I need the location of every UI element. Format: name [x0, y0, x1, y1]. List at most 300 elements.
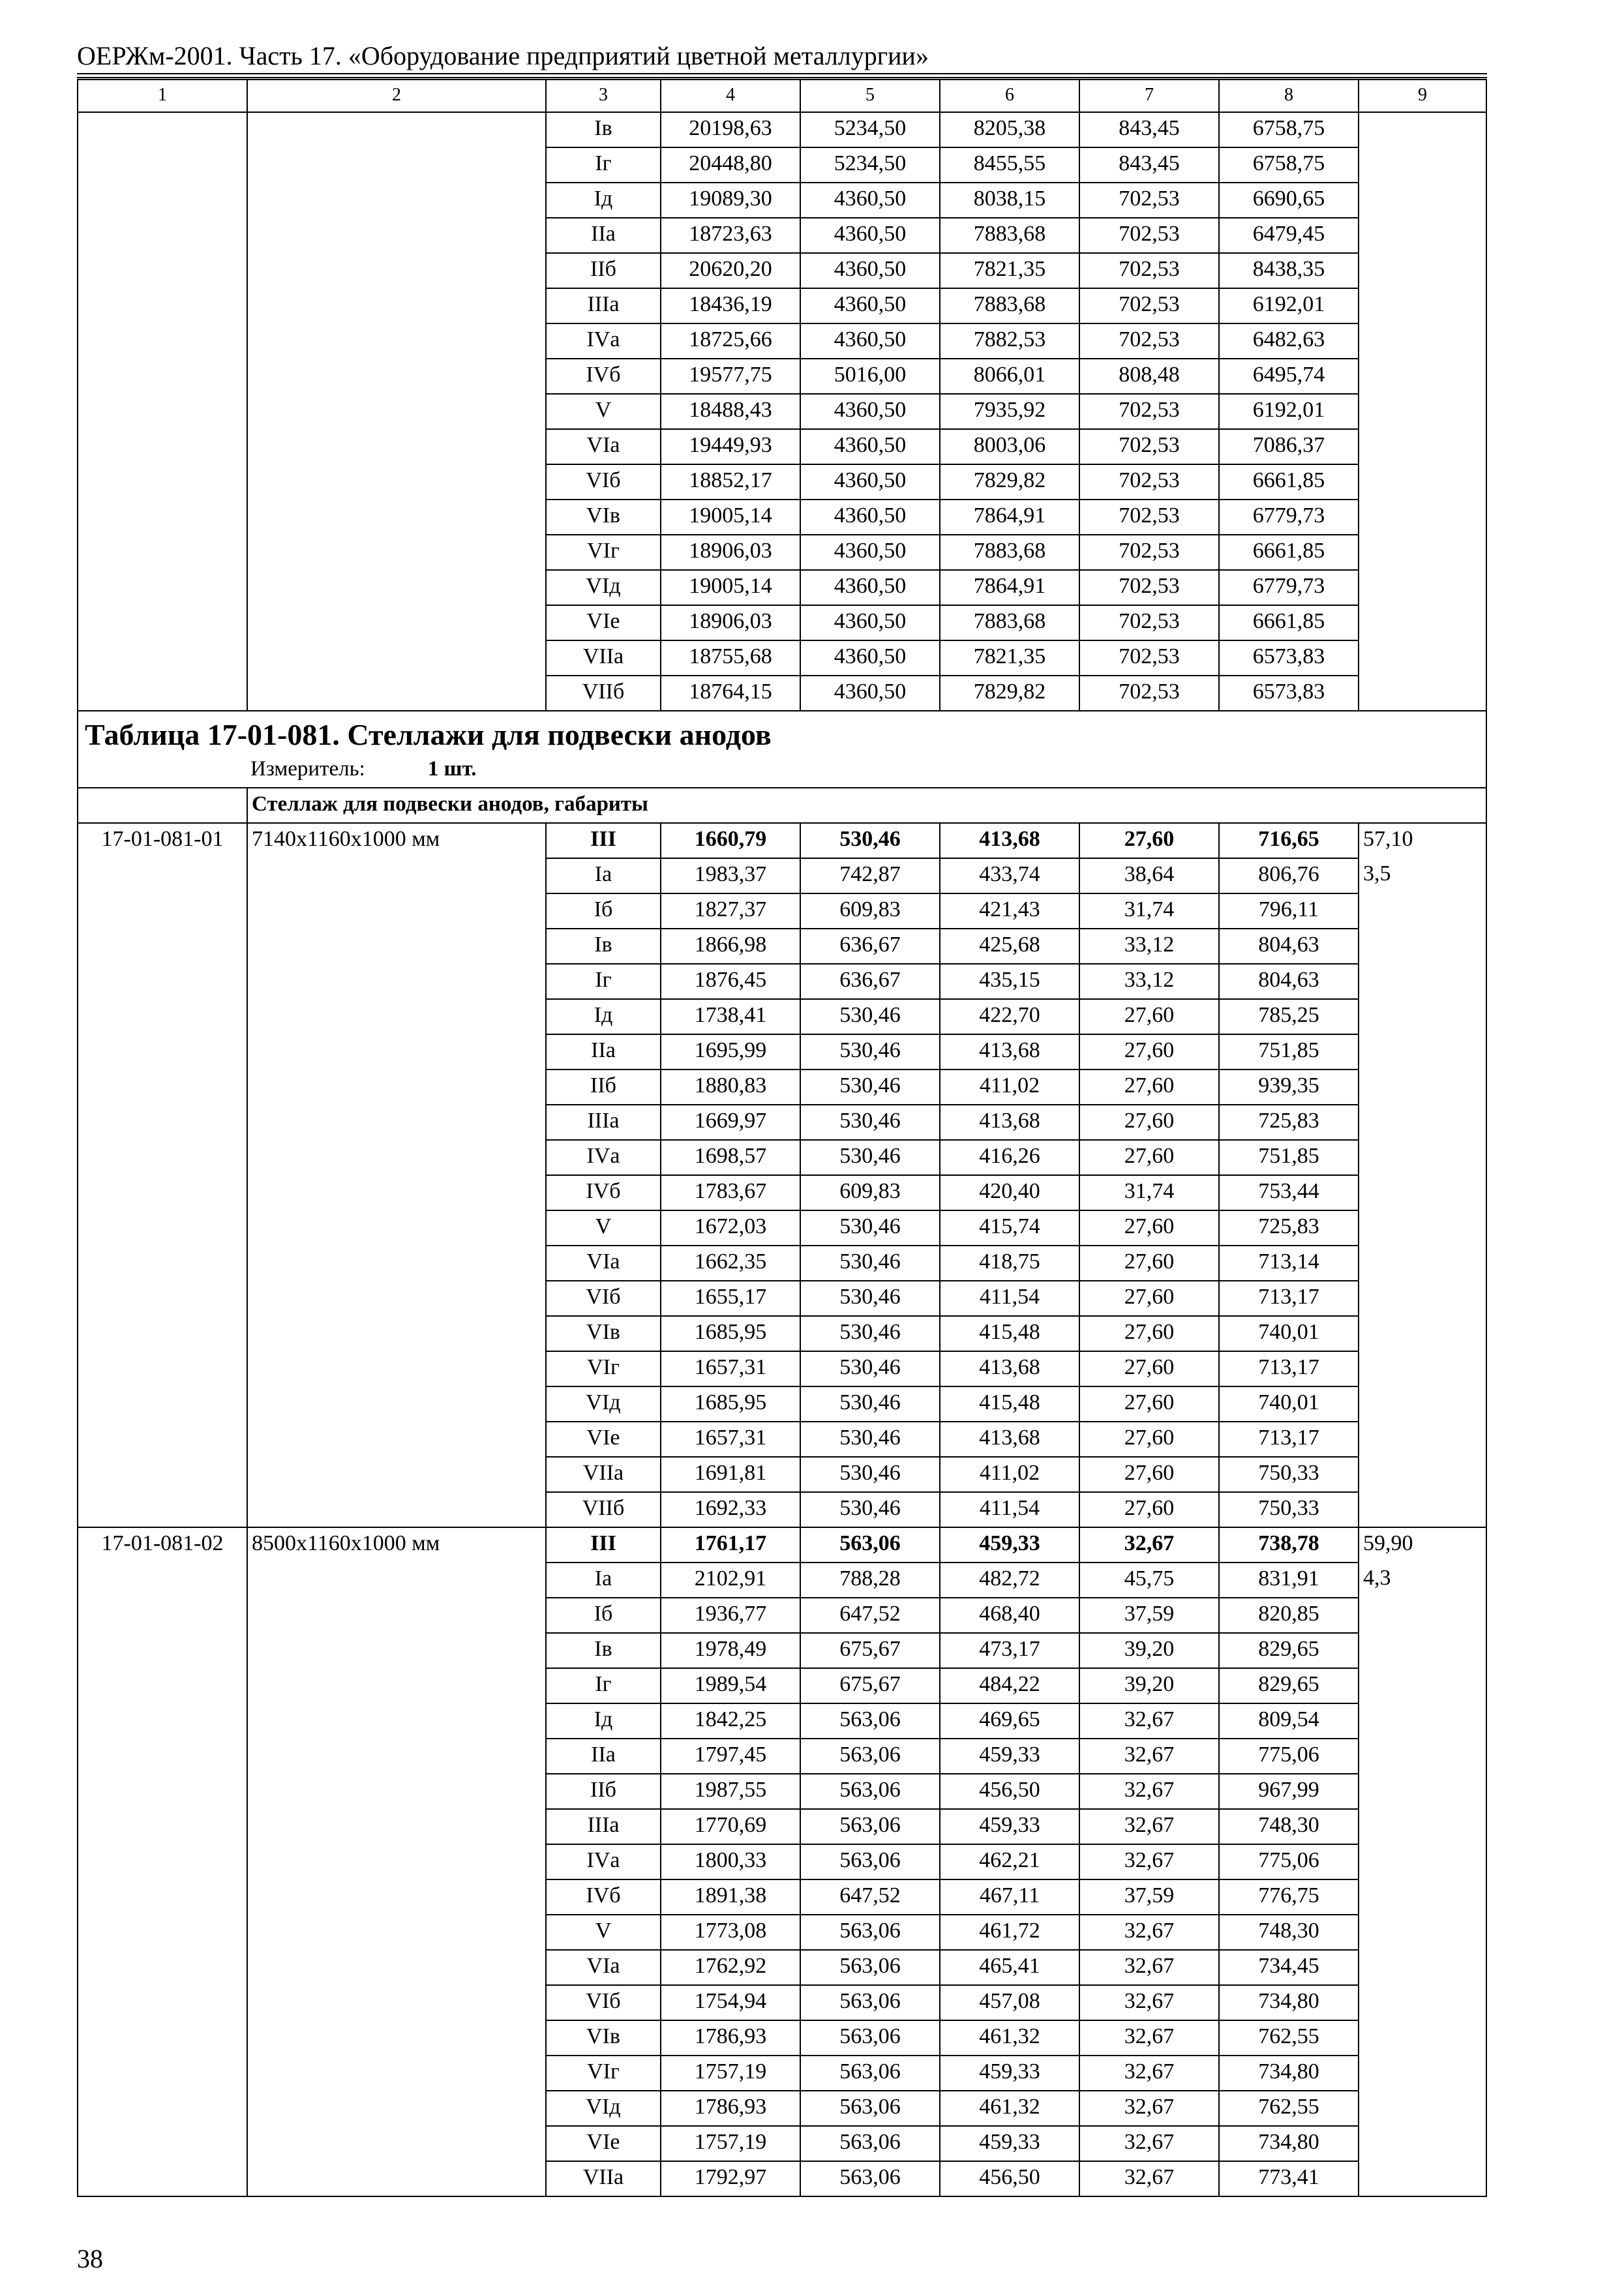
extra-cell [1359, 1703, 1486, 1739]
value-cell: 27,60 [1079, 1386, 1219, 1422]
value-cell: 530,46 [800, 1351, 940, 1386]
table-row [78, 929, 1486, 964]
value-cell: 530,46 [800, 1316, 940, 1351]
value-cell: 563,06 [800, 1950, 940, 1985]
extra-cell [1359, 1879, 1486, 1915]
extra-cell: 3,5 [1359, 858, 1486, 893]
extra-cell [1359, 640, 1486, 676]
item-code-cell [78, 1633, 247, 1668]
value-cell: 1761,17 [661, 1527, 800, 1563]
value-cell: 530,46 [800, 1246, 940, 1281]
table-row [78, 1915, 1486, 1950]
rates-table [77, 79, 1487, 2197]
value-cell: 702,53 [1079, 394, 1219, 429]
table-row [78, 2056, 1486, 2091]
item-code-cell [78, 323, 247, 359]
extra-cell [1359, 1598, 1486, 1633]
value-cell: 740,01 [1219, 1386, 1359, 1422]
zone-cell: VIг [546, 2056, 661, 2091]
extra-cell: 4,3 [1359, 1563, 1486, 1598]
table-row [78, 605, 1486, 640]
value-cell: 563,06 [800, 1703, 940, 1739]
value-cell: 775,06 [1219, 1844, 1359, 1879]
value-cell: 563,06 [800, 1985, 940, 2020]
value-cell: 462,21 [940, 1844, 1079, 1879]
item-name-cell [247, 112, 546, 147]
value-cell: 1989,54 [661, 1668, 800, 1703]
value-cell: 1983,37 [661, 858, 800, 893]
value-cell: 6690,65 [1219, 183, 1359, 218]
value-cell: 415,74 [940, 1210, 1079, 1246]
item-code-cell [78, 1598, 247, 1633]
zone-cell: VIе [546, 2126, 661, 2161]
item-code-cell [78, 1703, 247, 1739]
item-name-cell [247, 1351, 546, 1386]
extra-cell [1359, 112, 1486, 147]
item-name-cell [247, 1703, 546, 1739]
extra-cell [1359, 1633, 1486, 1668]
table-row [78, 147, 1486, 183]
value-cell: 461,32 [940, 2091, 1079, 2126]
extra-cell [1359, 605, 1486, 640]
value-cell: 563,06 [800, 1774, 940, 1809]
item-code-cell [78, 464, 247, 500]
zone-cell: VIIа [546, 640, 661, 676]
value-cell: 4360,50 [800, 323, 940, 359]
value-cell: 32,67 [1079, 1739, 1219, 1774]
extra-cell [1359, 1246, 1486, 1281]
value-cell: 563,06 [800, 1809, 940, 1844]
value-cell: 1754,94 [661, 1985, 800, 2020]
value-cell: 18906,03 [661, 605, 800, 640]
value-cell: 6479,45 [1219, 218, 1359, 253]
item-name: 7140х1160х1000 мм [247, 823, 546, 858]
value-cell: 416,26 [940, 1140, 1079, 1175]
item-name-cell [247, 1774, 546, 1809]
value-cell: 19005,14 [661, 500, 800, 535]
value-cell: 1770,69 [661, 1809, 800, 1844]
table-row [78, 1175, 1486, 1210]
value-cell: 804,63 [1219, 964, 1359, 999]
value-cell: 734,80 [1219, 1985, 1359, 2020]
zone-cell: IVб [546, 359, 661, 394]
item-code-cell [78, 1105, 247, 1140]
table-row [78, 1703, 1486, 1739]
zone-cell: Iг [546, 1668, 661, 1703]
value-cell: 482,72 [940, 1563, 1079, 1598]
zone-cell: III [546, 1527, 661, 1563]
column-number: 9 [1359, 80, 1486, 112]
value-cell: 4360,50 [800, 464, 940, 500]
extra-cell [1359, 964, 1486, 999]
value-cell: 609,83 [800, 893, 940, 929]
value-cell: 563,06 [800, 2126, 940, 2161]
value-cell: 1657,31 [661, 1351, 800, 1386]
value-cell: 1987,55 [661, 1774, 800, 1809]
zone-cell: IIа [546, 1034, 661, 1070]
value-cell: 1672,03 [661, 1210, 800, 1246]
value-cell: 713,14 [1219, 1246, 1359, 1281]
value-cell: 713,17 [1219, 1351, 1359, 1386]
zone-cell: Iг [546, 147, 661, 183]
item-code-cell [78, 1246, 247, 1281]
item-name-cell [247, 1281, 546, 1316]
value-cell: 39,20 [1079, 1668, 1219, 1703]
value-cell: 27,60 [1079, 1281, 1219, 1316]
table-row [78, 858, 1486, 893]
value-cell: 7883,68 [940, 605, 1079, 640]
value-cell: 32,67 [1079, 2161, 1219, 2196]
value-cell: 831,91 [1219, 1563, 1359, 1598]
extra-cell [1359, 1422, 1486, 1457]
column-number: 8 [1219, 80, 1359, 112]
zone-cell: VIб [546, 1281, 661, 1316]
section-header-row [78, 711, 1486, 788]
value-cell: 27,60 [1079, 1210, 1219, 1246]
value-cell: 32,67 [1079, 2056, 1219, 2091]
zone-cell: IVа [546, 1140, 661, 1175]
table-row [78, 1281, 1486, 1316]
value-cell: 530,46 [800, 1457, 940, 1492]
extra-cell [1359, 464, 1486, 500]
value-cell: 762,55 [1219, 2020, 1359, 2056]
extra-cell [1359, 893, 1486, 929]
item-code-cell [78, 1316, 247, 1351]
value-cell: 796,11 [1219, 893, 1359, 929]
value-cell: 27,60 [1079, 1070, 1219, 1105]
table-row [78, 1809, 1486, 1844]
value-cell: 422,70 [940, 999, 1079, 1034]
value-cell: 751,85 [1219, 1034, 1359, 1070]
value-cell: 31,74 [1079, 893, 1219, 929]
item-code-cell [78, 535, 247, 570]
item-code-cell [78, 1386, 247, 1422]
value-cell: 785,25 [1219, 999, 1359, 1034]
value-cell: 20198,63 [661, 112, 800, 147]
value-cell: 8038,15 [940, 183, 1079, 218]
item-name-cell [247, 147, 546, 183]
column-number: 4 [661, 80, 800, 112]
item-name-cell [247, 1246, 546, 1281]
value-cell: 20620,20 [661, 253, 800, 288]
zone-cell: IVа [546, 323, 661, 359]
value-cell: 27,60 [1079, 1422, 1219, 1457]
value-cell: 461,32 [940, 2020, 1079, 2056]
zone-cell: III [546, 823, 661, 858]
value-cell: 530,46 [800, 1140, 940, 1175]
item-name-cell [247, 893, 546, 929]
value-cell: 413,68 [940, 823, 1079, 858]
value-cell: 19577,75 [661, 359, 800, 394]
value-cell: 415,48 [940, 1316, 1079, 1351]
item-code-cell [78, 500, 247, 535]
extra-cell [1359, 676, 1486, 711]
extra-cell [1359, 1034, 1486, 1070]
value-cell: 1800,33 [661, 1844, 800, 1879]
value-cell: 530,46 [800, 999, 940, 1034]
value-cell: 725,83 [1219, 1210, 1359, 1246]
extra-cell [1359, 929, 1486, 964]
value-cell: 1936,77 [661, 1598, 800, 1633]
value-cell: 435,15 [940, 964, 1079, 999]
extra-cell [1359, 2056, 1486, 2091]
item-code-cell [78, 1915, 247, 1950]
value-cell: 5016,00 [800, 359, 940, 394]
extra-cell [1359, 288, 1486, 323]
value-cell: 4360,50 [800, 640, 940, 676]
value-cell: 829,65 [1219, 1668, 1359, 1703]
value-cell: 6573,83 [1219, 676, 1359, 711]
value-cell: 530,46 [800, 823, 940, 858]
item-name-cell [247, 1422, 546, 1457]
value-cell: 725,83 [1219, 1105, 1359, 1140]
extra-cell [1359, 1739, 1486, 1774]
value-cell: 609,83 [800, 1175, 940, 1210]
value-cell: 32,67 [1079, 1915, 1219, 1950]
zone-cell: IIIа [546, 1809, 661, 1844]
value-cell: 27,60 [1079, 1457, 1219, 1492]
value-cell: 418,75 [940, 1246, 1079, 1281]
value-cell: 713,17 [1219, 1281, 1359, 1316]
zone-cell: IIа [546, 218, 661, 253]
value-cell: 4360,50 [800, 183, 940, 218]
value-cell: 530,46 [800, 1386, 940, 1422]
value-cell: 7883,68 [940, 218, 1079, 253]
item-code-cell [78, 640, 247, 676]
value-cell: 1773,08 [661, 1915, 800, 1950]
value-cell: 773,41 [1219, 2161, 1359, 2196]
value-cell: 843,45 [1079, 147, 1219, 183]
value-cell: 530,46 [800, 1034, 940, 1070]
item-code-cell [78, 1422, 247, 1457]
value-cell: 762,55 [1219, 2091, 1359, 2126]
value-cell: 1762,92 [661, 1950, 800, 1985]
value-cell: 740,01 [1219, 1316, 1359, 1351]
value-cell: 6482,63 [1219, 323, 1359, 359]
section-title: Таблица 17-01-081. Стеллажи для подвески анодов [85, 718, 772, 751]
value-cell: 788,28 [800, 1563, 940, 1598]
table-row [78, 1034, 1486, 1070]
value-cell: 563,06 [800, 1915, 940, 1950]
value-cell: 32,67 [1079, 2020, 1219, 2056]
item-code-cell [78, 893, 247, 929]
value-cell: 702,53 [1079, 570, 1219, 605]
item-code-cell [78, 112, 247, 147]
table-row [78, 1422, 1486, 1457]
item-name-cell [247, 359, 546, 394]
zone-cell: IVб [546, 1879, 661, 1915]
item-code-cell [78, 2161, 247, 2196]
value-cell: 702,53 [1079, 253, 1219, 288]
item-name-cell [247, 288, 546, 323]
value-cell: 27,60 [1079, 999, 1219, 1034]
zone-cell: Iб [546, 893, 661, 929]
value-cell: 467,11 [940, 1879, 1079, 1915]
zone-cell: VIв [546, 1316, 661, 1351]
value-cell: 456,50 [940, 2161, 1079, 2196]
value-cell: 27,60 [1079, 1246, 1219, 1281]
extra-cell [1359, 183, 1486, 218]
table-row [78, 823, 1486, 858]
header-rule [77, 73, 1487, 74]
value-cell: 1698,57 [661, 1140, 800, 1175]
zone-cell: VIв [546, 500, 661, 535]
item-code-cell [78, 1210, 247, 1246]
extra-cell [1359, 1915, 1486, 1950]
value-cell: 19089,30 [661, 183, 800, 218]
item-code-cell [78, 1809, 247, 1844]
value-cell: 456,50 [940, 1774, 1079, 1809]
zone-cell: Iг [546, 964, 661, 999]
item-code-cell [78, 1844, 247, 1879]
item-code: 17-01-081-02 [78, 1527, 247, 1563]
extra-cell [1359, 1668, 1486, 1703]
value-cell: 433,74 [940, 858, 1079, 893]
subheading: Стеллаж для подвески анодов, габариты [247, 788, 1486, 823]
value-cell: 27,60 [1079, 823, 1219, 858]
item-code-cell [78, 929, 247, 964]
extra-cell [1359, 1175, 1486, 1210]
extra-cell [1359, 1140, 1486, 1175]
value-cell: 806,76 [1219, 858, 1359, 893]
item-name-cell [247, 2020, 546, 2056]
zone-cell: IVб [546, 1175, 661, 1210]
value-cell: 32,67 [1079, 1774, 1219, 1809]
value-cell: 459,33 [940, 2126, 1079, 2161]
value-cell: 457,08 [940, 1985, 1079, 2020]
value-cell: 1662,35 [661, 1246, 800, 1281]
extra-cell [1359, 1105, 1486, 1140]
extra-cell [1359, 1492, 1486, 1527]
extra-cell [1359, 1774, 1486, 1809]
value-cell: 702,53 [1079, 218, 1219, 253]
table-row [78, 1527, 1486, 1563]
value-cell: 6661,85 [1219, 464, 1359, 500]
value-cell: 742,87 [800, 858, 940, 893]
value-cell: 37,59 [1079, 1879, 1219, 1915]
value-cell: 563,06 [800, 1527, 940, 1563]
table-row [78, 2126, 1486, 2161]
item-code-cell [78, 570, 247, 605]
table-row [78, 1563, 1486, 1598]
value-cell: 8205,38 [940, 112, 1079, 147]
value-cell: 4360,50 [800, 253, 940, 288]
value-cell: 6192,01 [1219, 288, 1359, 323]
value-cell: 32,67 [1079, 1703, 1219, 1739]
value-cell: 4360,50 [800, 535, 940, 570]
table-row [78, 676, 1486, 711]
zone-cell: VIв [546, 2020, 661, 2056]
zone-cell: Iв [546, 112, 661, 147]
extra-cell [1359, 1316, 1486, 1351]
item-name-cell [247, 2161, 546, 2196]
value-cell: 7821,35 [940, 640, 1079, 676]
table-row [78, 570, 1486, 605]
value-cell: 6495,74 [1219, 359, 1359, 394]
item-name-cell [247, 1386, 546, 1422]
value-cell: 469,65 [940, 1703, 1079, 1739]
value-cell: 5234,50 [800, 147, 940, 183]
item-name-cell [247, 1809, 546, 1844]
item-code-cell [78, 2020, 247, 2056]
value-cell: 702,53 [1079, 183, 1219, 218]
extra-cell: 59,90 [1359, 1527, 1486, 1563]
table-row [78, 1774, 1486, 1809]
value-cell: 1657,31 [661, 1422, 800, 1457]
value-cell: 6661,85 [1219, 605, 1359, 640]
value-cell: 18725,66 [661, 323, 800, 359]
value-cell: 27,60 [1079, 1105, 1219, 1140]
value-cell: 702,53 [1079, 605, 1219, 640]
value-cell: 750,33 [1219, 1457, 1359, 1492]
value-cell: 32,67 [1079, 1985, 1219, 2020]
item-code-cell [78, 1140, 247, 1175]
table-row [78, 253, 1486, 288]
value-cell: 421,43 [940, 893, 1079, 929]
table-row [78, 1879, 1486, 1915]
item-code-cell [78, 1950, 247, 1985]
table-row [78, 323, 1486, 359]
value-cell: 18436,19 [661, 288, 800, 323]
extra-cell [1359, 1985, 1486, 2020]
item-code-cell [78, 429, 247, 464]
zone-cell: VIа [546, 1950, 661, 1985]
value-cell: 6661,85 [1219, 535, 1359, 570]
value-cell: 6758,75 [1219, 112, 1359, 147]
item-name-cell [247, 1175, 546, 1210]
value-cell: 7821,35 [940, 253, 1079, 288]
item-code-cell [78, 1774, 247, 1809]
value-cell: 675,67 [800, 1668, 940, 1703]
value-cell: 829,65 [1219, 1633, 1359, 1668]
item-code-cell [78, 1175, 247, 1210]
value-cell: 820,85 [1219, 1598, 1359, 1633]
value-cell: 843,45 [1079, 112, 1219, 147]
item-name-cell [247, 535, 546, 570]
value-cell: 530,46 [800, 1281, 940, 1316]
subheading-row [78, 788, 1486, 823]
item-code-cell [78, 1563, 247, 1598]
table-row [78, 218, 1486, 253]
value-cell: 33,12 [1079, 964, 1219, 999]
value-cell: 751,85 [1219, 1140, 1359, 1175]
value-cell: 18852,17 [661, 464, 800, 500]
value-cell: 18764,15 [661, 676, 800, 711]
item-name-cell [247, 218, 546, 253]
value-cell: 19449,93 [661, 429, 800, 464]
item-code-cell [78, 858, 247, 893]
value-cell: 7883,68 [940, 535, 1079, 570]
item-name-cell [247, 2091, 546, 2126]
value-cell: 459,33 [940, 2056, 1079, 2091]
table-row [78, 1105, 1486, 1140]
column-number: 3 [546, 80, 661, 112]
value-cell: 8438,35 [1219, 253, 1359, 288]
column-number-row [78, 80, 1486, 112]
extra-cell [1359, 500, 1486, 535]
value-cell: 702,53 [1079, 676, 1219, 711]
value-cell: 1757,19 [661, 2126, 800, 2161]
item-name-cell [247, 1950, 546, 1985]
table-row [78, 893, 1486, 929]
header-rule [77, 77, 1487, 78]
item-name-cell [247, 1563, 546, 1598]
zone-cell: VIд [546, 2091, 661, 2126]
value-cell: 1827,37 [661, 893, 800, 929]
value-cell: 702,53 [1079, 323, 1219, 359]
value-cell: 734,45 [1219, 1950, 1359, 1985]
table-row [78, 1386, 1486, 1422]
